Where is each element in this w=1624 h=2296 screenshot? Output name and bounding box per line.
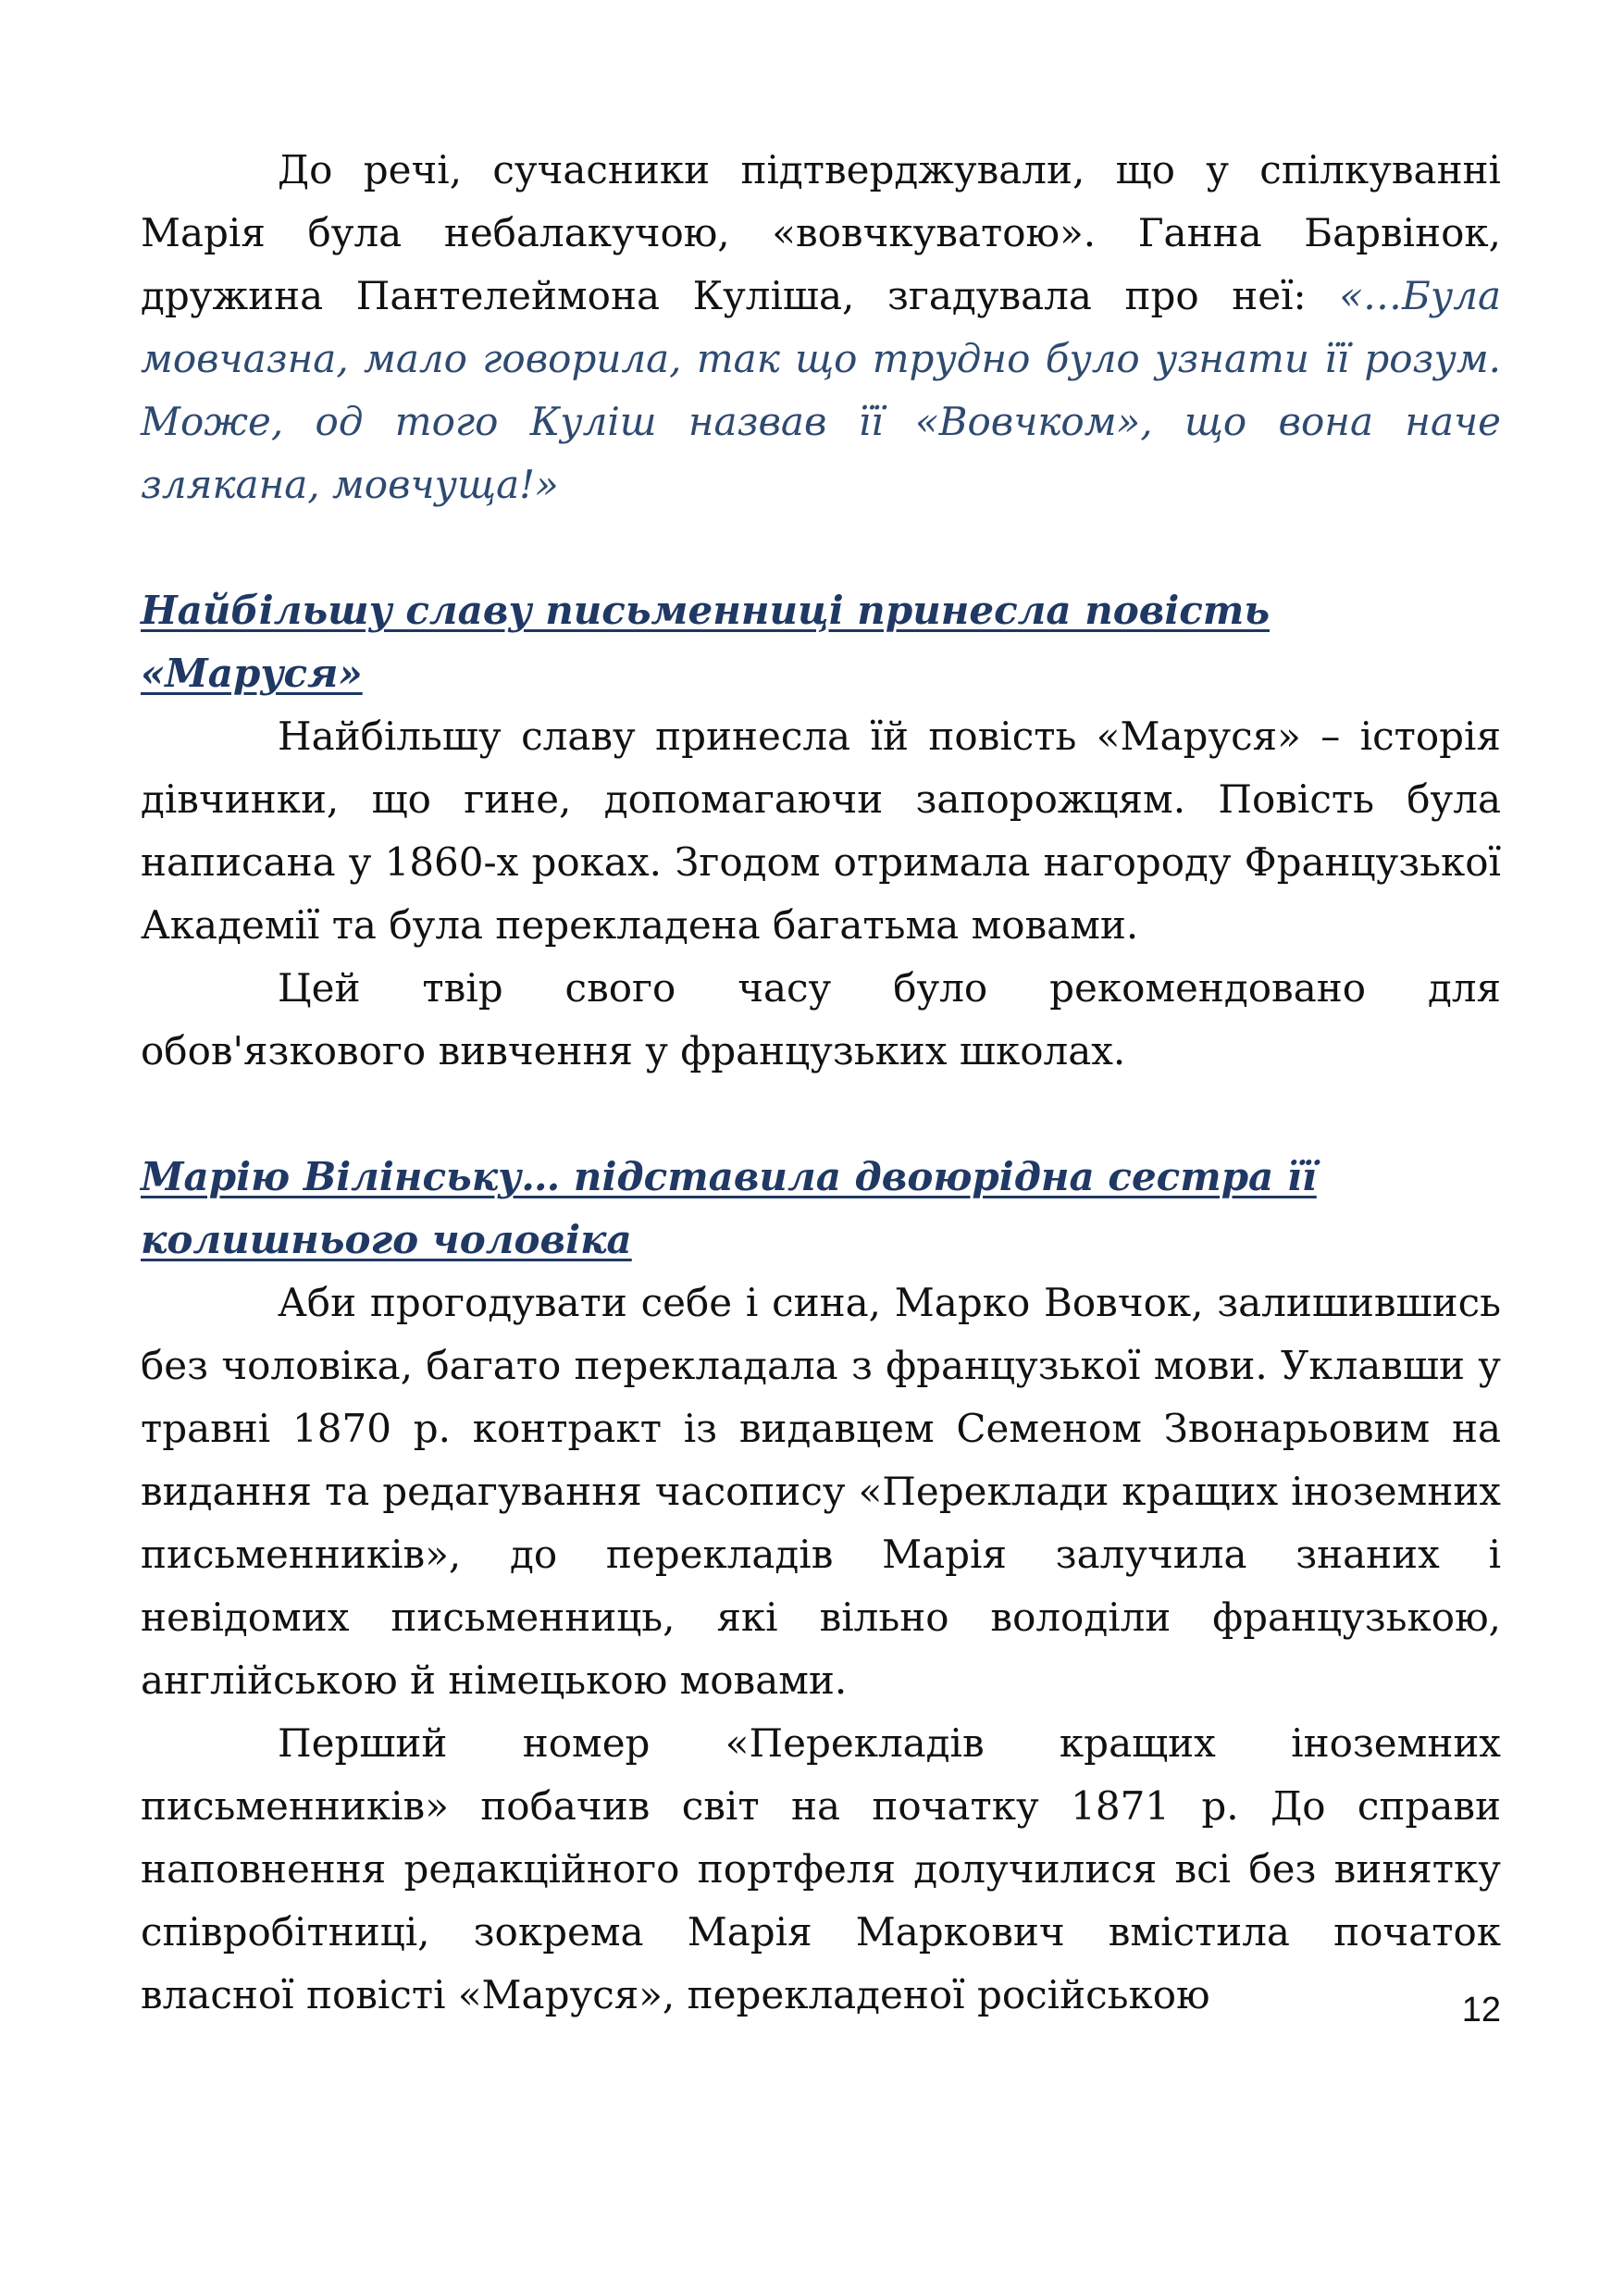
paragraph-translations: Аби прогодувати себе і сина, Марко Вовчок, залишившись без чоловіка, багато перекладала з французької мови. Уклавши у травні 1870 р. контракт із видавцем Семеном Звонарьовим на видання та редагування часопису «Переклади кращих іноземних письменників», до перекладів Марія залучила знаних і невідомих письменниць, які вільно володіли французькою, англійською й німецькою мовами. — [141, 1280, 1501, 1703]
section-heading-vilinska-line1: Марію Вілінську… підставила двоюрідна сестра її — [141, 1154, 1317, 1199]
section-spacer — [141, 516, 1501, 579]
section-spacer — [141, 1083, 1501, 1146]
paragraph-first-issue: Перший номер «Перекладів кращих іноземних письменників» побачив світ на початку 1871 р. До справи наповнення редакційного портфеля долучилися всі без винятку співробітниці, зокрема Марія Маркович вмістила початок власної повісті «Маруся», перекладеної російською — [141, 1720, 1501, 2017]
paragraph-intro-text: До речі, сучасники підтверджували, що у спілкуванні Марія була небалакучою, «вовчкуватою». Ганна Барвінок, дружина Пантелеймона Куліша, згадувала про неї: — [141, 147, 1501, 318]
section-heading-vilinska-line2: колишнього чоловіка — [141, 1217, 632, 1262]
paragraph-marusia-fame: Найбільшу славу принесла їй повість «Маруся» – історія дівчинки, що гине, допомагаючи запорожцям. Повість була написана у 1860-х роках. Згодом отримала нагороду Французької Академії та була перекладена багатьма мовами. — [141, 714, 1501, 948]
paragraph-intro — [141, 139, 1501, 516]
section-heading-vilinska — [141, 1146, 1501, 1272]
barvinok-quote: «…Була мовчазна, мало говорила, так що трудно було узнати її розум. Може, од того Куліш назвав її «Вовчком», що вона наче злякана, мовчуща!» — [141, 273, 1501, 507]
page-content — [141, 139, 1501, 2027]
section-heading-marusia: Найбільшу славу письменниці принесла повість «Маруся» — [141, 588, 1271, 696]
page-number: 12 — [1461, 1991, 1501, 2029]
paragraph-french-schools: Цей твір свого часу було рекомендовано для обов'язкового вивчення у французьких школах. — [141, 965, 1501, 1074]
